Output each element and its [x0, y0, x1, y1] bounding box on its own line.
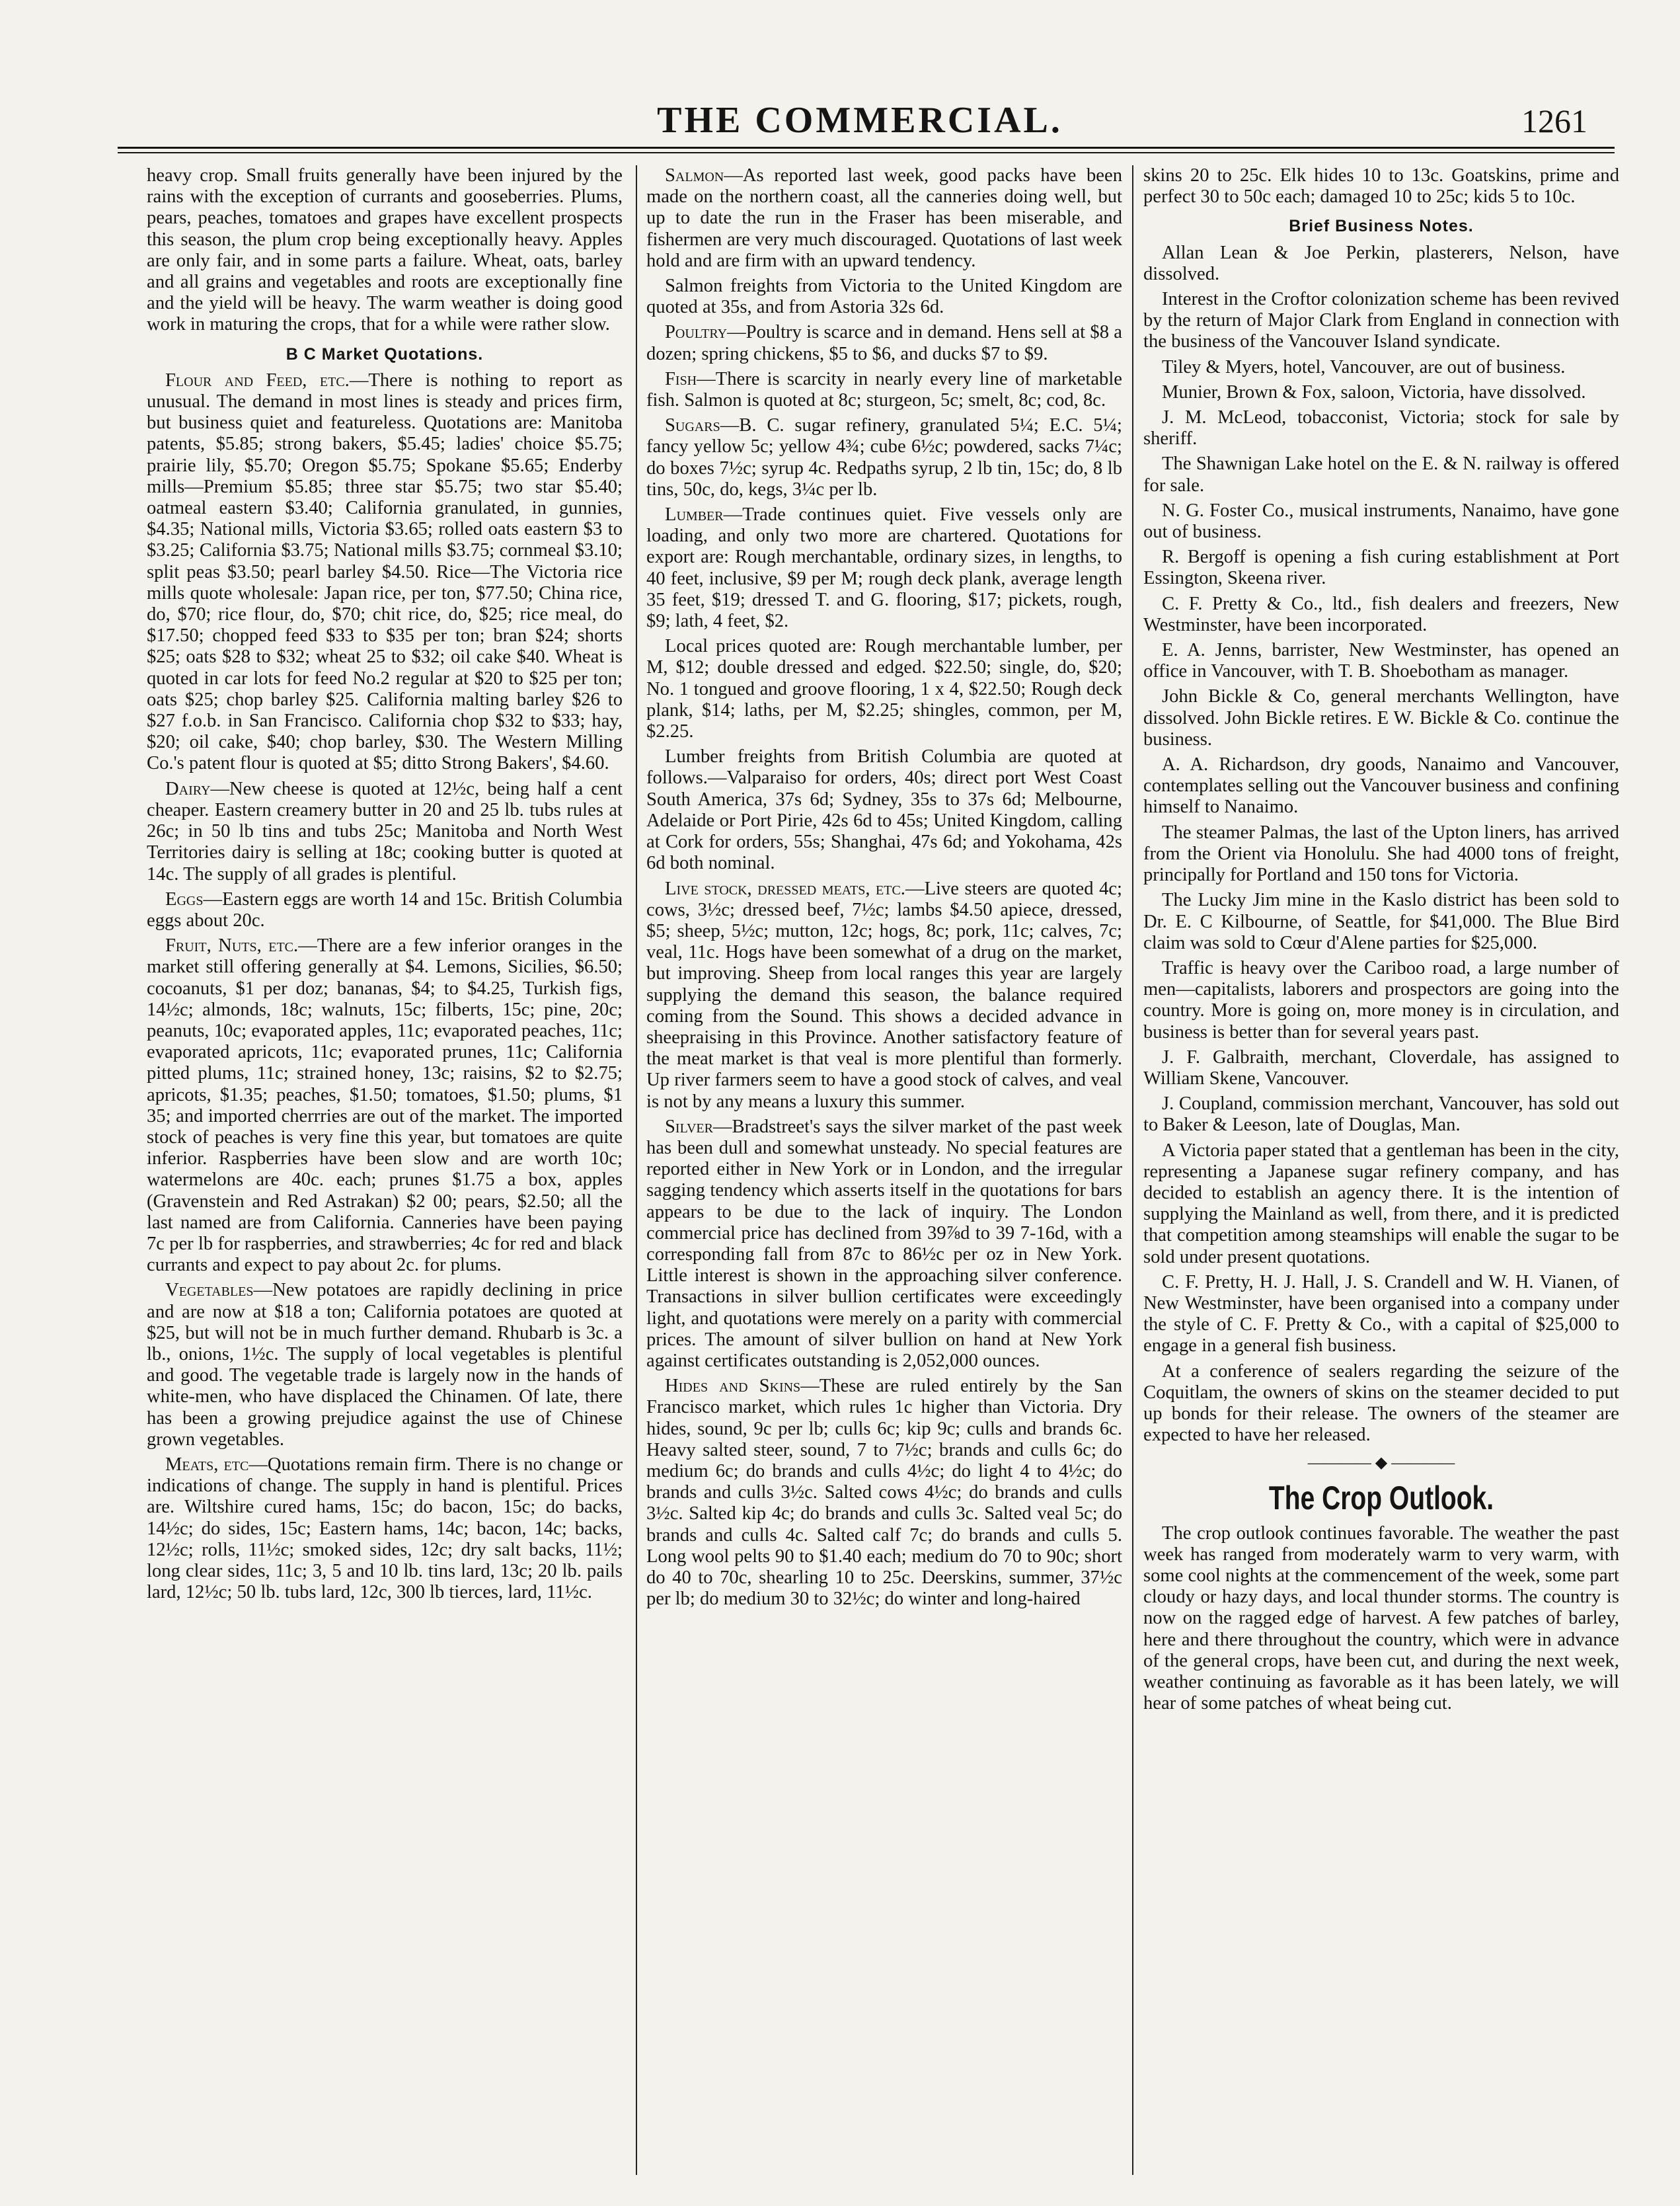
note-item: C. F. Pretty & Co., ltd., fish dealers and freezers, New Westminster, have been incorporated. [1143, 593, 1619, 635]
salmon-text: —As reported last week, good packs have been made on the northern coast, all the canneries doing well, but up to date the run in the Fraser has been miserable, and fishermen are very much discouraged. Quotations of last week hold and are firm with an upward tendency. [646, 165, 1122, 271]
column-3 [1143, 165, 1619, 2175]
dairy-paragraph [147, 779, 623, 885]
live-stock-paragraph [646, 879, 1122, 1113]
note-item: A Victoria paper stated that a gentleman has been in the city, representing a Japanese sugar refinery company, and has decided to establish an agency there. It is the intention of supplying the Mainland as well, from there, and it is predicted that competition among steamships will enable the sugar to be sold under present quotations. [1143, 1140, 1619, 1267]
poultry-label: Poultry [665, 322, 728, 343]
hides-paragraph [646, 1376, 1122, 1610]
salmon-paragraph [646, 165, 1122, 272]
fruit-text: —There are a few inferior oranges in the market still offering generally at $4. Lemons, Sicilies, $6.50; cocoanuts, $1 per doz; bananas, $4; to $4.25, Turkish figs, 14½c; almonds, 18c; walnuts, 15c; filberts, 15c; pine, 20c; peanuts, 10c; evaporated apples, 11c; evaporated peaches, 11c; evaporated apricots, 11c; evaporated prunes, 11c; California pitted plums, 11c; strained honey, 13c; raisins, $2 to $2.75; apricots, $1.35; peaches, $1.50; tomatoes, $1.50; plums, $1 35; and imported cherrries are out of the market. The imported stock of peaches is very fine this year, but tomatoes are quite inferior. Raspberries have been slow and are worth 10c; watermelons are 40c. each; prunes $1.75 a box, apples (Gravenstein and Red Astrakan) $2 00; pears, $2.50; all the last named are from California. Canneries have been paying 7c per lb for raspberries, and strawberries; 4c for red and black currants and expect to pay about 2c. for plums. [147, 935, 623, 1276]
eggs-label: Eggs [165, 888, 204, 910]
sugars-text: —B. C. sugar refinery, granulated 5¼; E.C. 5¼; fancy yellow 5c; yellow 4¾; cube 6½c; powdered, sacks 7¼c; do boxes 7½c; syrup 4c. Redpaths syrup, 2 lb tin, 15c; do, 8 lb tins, 50c, do, kegs, 3¼c per lb. [646, 415, 1122, 500]
header-rule-bottom [118, 152, 1615, 153]
column-2 [646, 165, 1122, 2175]
fish-paragraph [646, 369, 1122, 411]
vegetables-paragraph [147, 1280, 623, 1450]
column-divider-1 [636, 165, 637, 2175]
col1-intro: heavy crop. Small fruits generally have been injured by the rains with the exception of currants and gooseberries. Plums, pears, peaches, tomatoes and grapes have excellent prospects this season, the plum crop being exceptionally heavy. Apples are only fair, and in some parts a failure. Wheat, oats, barley and all grains and vegetables and roots are exceptionally fine and the yield will be heavy. The warm weather is doing good work in maturing the crops, that for a while were rather slow. [147, 165, 623, 335]
col3-intro: skins 20 to 25c. Elk hides 10 to 13c. Goatskins, prime and perfect 30 to 50c each; damaged 10 to 25c; kids 5 to 10c. [1143, 165, 1619, 208]
local-prices-paragraph: Local prices quoted are: Rough merchantable lumber, per M, $12; double dressed and edged. $22.50; single, do, $20; No. 1 tongued and groove flooring, 1 x 4, $22.50; Rough deck plank, $14; laths, per M, $2.25; shingles, common, per M, $2.25. [646, 636, 1122, 742]
note-item: The Shawnigan Lake hotel on the E. & N. railway is offered for sale. [1143, 453, 1619, 496]
silver-label: Silver [665, 1116, 713, 1137]
dairy-label: Dairy [165, 778, 211, 799]
note-item: C. F. Pretty, H. J. Hall, J. S. Crandell and W. H. Vianen, of New Westminster, have been organised into a company under the style of C. F. Pretty & Co., with a capital of $25,000 to engage in a general fish business. [1143, 1271, 1619, 1357]
note-item: The Lucky Jim mine in the Kaslo district has been sold to Dr. E. C Kilbourne, of Seattle, for $41,000. The Blue Bird claim was sold to Cœur d'Alene parties for $25,000. [1143, 890, 1619, 953]
live-stock-label: Live stock, dressed meats, etc. [665, 878, 905, 899]
fruit-paragraph [147, 935, 623, 1276]
flour-label: Flour and Feed, etc. [165, 370, 350, 391]
vegetables-label: Vegetables [165, 1280, 254, 1301]
meats-paragraph [147, 1454, 623, 1603]
salmon-freights-paragraph: Salmon freights from Victoria to the United Kingdom are quoted at 35s, and from Astoria 32s 6d. [646, 276, 1122, 318]
flour-text: —There is nothing to report as unusual. The demand in most lines is steady and prices firm, but business quiet and featureless. Quotations are: Manitoba patents, $5.85; strong bakers, $5.45; ladies' choice $5.75; prairie lily, $5.70; Oregon $5.75; Spokane $5.65; Enderby mills—Premium $5.85; three star $5.75; two star $5.40; oatmeal eastern $3.40; California granulated, in gunnies, $4.35; National mills, Victoria $3.65; rolled oats eastern $3 to $3.25; California $3.75; National mills $3.75; cornmeal $3.10; split peas $3.50; pearl barley $4.50. Rice—The Victoria rice mills quote wholesale: Japan rice, per ton, $77.50; China rice, do, $70; rice flour, do, $70; chit rice, do, $25; rice meal, do $17.50; chopped feed $33 to $35 per ton; bran $24; shorts $25; oats $28 to $32; wheat 25 to $32; oil cake $40. Wheat is quoted in car lots for feed No.2 regular at $20 to $25 per ton; oats $25; chop barley $25. California malting barley $26 to $27 f.o.b. in San Francisco. California chop $32 to $33; hay, $20; oil cake, $40; chop barley, $30. The Western Milling Co.'s patent flour is quoted at $5; ditto Strong Bakers', $4.60. [147, 370, 623, 774]
lumber-label: Lumber [665, 504, 724, 526]
meats-label: Meats, etc [165, 1454, 249, 1475]
meats-text: —Quotations remain firm. There is no change or indications of change. The supply in hand is plentiful. Prices are. Wiltshire cured hams, 15c; do bacon, 15c; do backs, 14½c; do sides, 15c; Eastern hams, 14c; bacon, 14c; backs, 12½c; rolls, 11½c; smoked sides, 12c; dry salt backs, 11½; long clear sides, 11c; 3, 5 and 10 lb. tins lard, 13c; 20 lb. pails lard, 12½c; 50 lb. tubs lard, 12c, 300 lb tierces, lard, 11½c. [147, 1454, 623, 1603]
note-item: Tiley & Myers, hotel, Vancouver, are out of business. [1162, 356, 1566, 377]
poultry-paragraph [646, 322, 1122, 364]
business-notes-heading: Brief Business Notes. [1289, 217, 1474, 236]
market-quotations-heading: B C Market Quotations. [286, 344, 484, 364]
sugars-label: Sugars [665, 415, 720, 436]
crop-outlook-heading: The Crop Outlook. [1268, 1479, 1494, 1517]
note-item: At a conference of sealers regarding the seizure of the Coquitlam, the owners of skins on the steamer decided to put up bonds for their release. The owners of the steamer are expected to have her released. [1143, 1360, 1619, 1446]
flour-paragraph [147, 370, 623, 775]
column-1 [147, 165, 623, 2175]
salmon-label: Salmon [665, 165, 724, 186]
hides-label: Hides and Skins [665, 1376, 801, 1397]
lumber-text: —Trade continues quiet. Five vessels only are loading, and only two more are chartered. Quotations for export are: Rough merchantable, ordinary sizes, in lengths, to 40 feet, inclusive, $9 per M; rough deck plank, average length 35 feet, $19; dressed T. and G. flooring, $17; pickets, rough, $9; lath, 4 feet, $2. [646, 504, 1122, 632]
note-item: Allan Lean & Joe Perkin, plasterers, Nelson, have dissolved. [1143, 242, 1619, 284]
silver-paragraph [646, 1117, 1122, 1372]
note-item: J. M. McLeod, tobacconist, Victoria; stock for sale by sheriff. [1143, 407, 1619, 450]
poultry-text: —Poultry is scarce and in demand. Hens sell at $8 a dozen; spring chickens, $5 to $6, and ducks $7 to $9. [646, 322, 1122, 364]
eggs-text: —Eastern eggs are worth 14 and 15c. British Columbia eggs about 20c. [147, 888, 623, 931]
note-item: Interest in the Croftor colonization scheme has been revived by the return of Major Clark from England in connection with the business of the Vancouver Island syndicate. [1143, 289, 1619, 352]
note-item: J. Coupland, commission merchant, Vancouver, has sold out to Baker & Leeson, late of Douglas, Man. [1143, 1093, 1619, 1136]
live-stock-text: —Live steers are quoted 4c; cows, 3½c; dressed beef, 7½c; lambs $4.50 apiece, dressed, $5; sheep, 5½c; mutton, 12c; hogs, 8c; pork, 11c; calves, 7c; veal, 11c. Hogs have been somewhat of a drug on the market, but improving. Sheep from local ranges this year are largely supplying the demand this season, the balance required coming from the Sound. This shows a decided advance in sheepraising in this Province. Another satisfactory feature of the meat market is that veal is more plentiful than formerly. Up river farmers seem to have a good stock of calves, and veal is not by any means a luxury this summer. [646, 878, 1122, 1112]
dairy-text: —New cheese is quoted at 12½c, being half a cent cheaper. Eastern creamery butter in 20 and 25 lb. tubs rules at 26c; in 50 lb tins and tubs 25c; Manitoba and North West Territories dairy is selling at 18c; cooking butter is quoted at 14c. The supply of all grades is plentiful. [147, 778, 623, 885]
note-item: Traffic is heavy over the Cariboo road, a large number of men—capitalists, laborers and prospectors are going into the country. More is going on, more money is in circulation, and business is better than for several years past. [1143, 957, 1619, 1043]
section-ornament-icon: ———— ◆ ———— [1307, 1454, 1455, 1472]
eggs-paragraph [147, 889, 623, 931]
note-item: John Bickle & Co, general merchants Wellington, have dissolved. John Bickle retires. E W. Bickle & Co. continue the business. [1143, 686, 1619, 750]
fish-label: Fish [665, 368, 697, 389]
silver-text: —Bradstreet's says the silver market of the past week has been dull and somewhat unsteady. No special features are reported either in New York or in London, and the irregular sagging tendency which asserts itself in the quotations for bars appears to be due to the lack of inquiry. The London commercial price has declined from 39⅞d to 39 7-16d, with a corresponding fall from 87c to 86½c per oz in New York. Little interest is shown in the approaching silver conference. Transactions in silver bullion certificates were exceedingly light, and quotations were merely on a parity with commercial prices. The amount of silver bullion on hand at New York against certificates outstanding is 2,052,000 ounces. [646, 1116, 1122, 1371]
lumber-freights-paragraph: Lumber freights from British Columbia are quoted at follows.—Valparaiso for orders, 40s; direct port West Coast South America, 37s 6d; Sydney, 35s to 37s 6d; Melbourne, Adelaide or Port Pirie, 42s 6d to 45s; United Kingdom, calling at Cork for orders, 55s; Shanghai, 47s 6d; and Yokohama, 42s 6d both nominal. [646, 746, 1122, 874]
vegetables-text: —New potatoes are rapidly declining in price and are now at $18 a ton; California potatoes are quoted at $25, but will not be in much further demand. Rhubarb is 3c. a lb., onions, 1½c. The supply of local vegetables is plentiful and good. The vegetable trade is largely now in the hands of white-men, who have displaced the Chinamen. Of late, there has been a growing prejudice against the use of Chinese grown vegetables. [147, 1280, 623, 1450]
newspaper-title: THE COMMERCIAL. [657, 100, 1063, 141]
note-item: N. G. Foster Co., musical instruments, Nanaimo, have gone out of business. [1143, 500, 1619, 543]
fruit-label: Fruit, Nuts, etc. [165, 935, 299, 957]
lumber-paragraph [646, 504, 1122, 632]
note-item: Munier, Brown & Fox, saloon, Victoria, have dissolved. [1162, 381, 1586, 403]
note-item: The steamer Palmas, the last of the Upton liners, has arrived from the Orient via Honolulu. She had 4000 tons of freight, principally for Portland and 150 tons for Victoria. [1143, 822, 1619, 886]
crop-outlook-paragraph: The crop outlook continues favorable. The weather the past week has ranged from moderately warm to very warm, with some cool nights at the commencement of the week, some part cloudy or hazy days, and local thunder storms. The country is now on the ragged edge of harvest. A few patches of barley, here and there throughout the country, which were in advance of the general crops, have been cut, and during the next week, weather continuing as favorable as it has been lately, we will hear of some patches of wheat being cut. [1143, 1522, 1619, 1714]
masthead [119, 99, 1601, 139]
header-rule-top [118, 147, 1615, 149]
sugars-paragraph [646, 415, 1122, 500]
note-item: J. F. Galbraith, merchant, Cloverdale, has assigned to William Skene, Vancouver. [1143, 1046, 1619, 1089]
note-item: E. A. Jenns, barrister, New Westminster, has opened an office in Vancouver, with T. B. Shoebotham as manager. [1143, 640, 1619, 682]
page-number: 1261 [1521, 102, 1587, 139]
column-divider-2 [1132, 165, 1133, 2175]
note-item: A. A. Richardson, dry goods, Nanaimo and Vancouver, contemplates selling out the Vancouver business and confining himself to Nanaimo. [1143, 754, 1619, 818]
hides-text: —These are ruled entirely by the San Francisco market, which rules 1c higher than Victoria. Dry hides, sound, 9c per lb; culls 6c; kip 9c; culls and brands 6c. Heavy salted steer, sound, 7 to 7½c; brands and culls 6c; do medium 6c; do brands and culls 4½c; do light 4 to 4½c; do brands and culls 3½c. Salted cows 4½c; do brands and culls 3½c. Salted kip 4c; do brands and culls 3c. Salted veal 5c; do brands and culls 4c. Salted calf 7c; do brands and culls 5. Long wool pelts 90 to $1.40 each; medium do 70 to 90c; short do 40 to 70c, shearling 10 to 25c. Deerskins, summer, 37½c per lb; do medium 30 to 32½c; do winter and long-haired [646, 1376, 1122, 1610]
fish-text: —There is scarcity in nearly every line of marketable fish. Salmon is quoted at 8c; sturgeon, 5c; smelt, 8c; cod, 8c. [646, 368, 1122, 411]
note-item: R. Bergoff is opening a fish curing establishment at Port Essington, Skeena river. [1143, 547, 1619, 589]
